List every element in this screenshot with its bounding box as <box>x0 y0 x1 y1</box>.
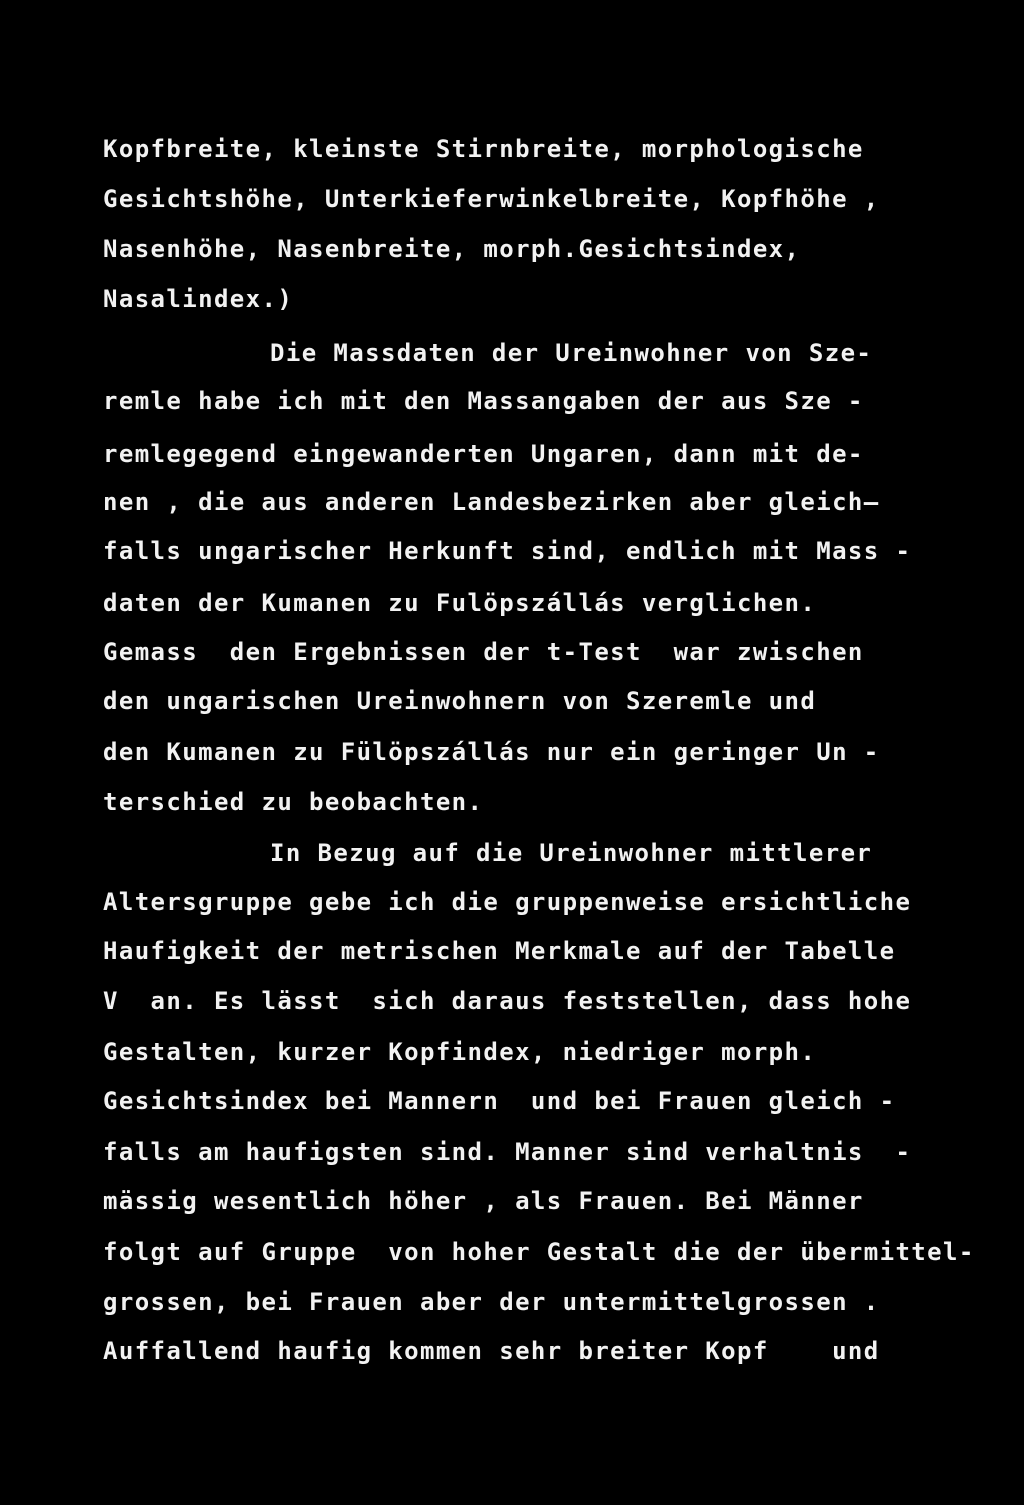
text-line-11: Gemass den Ergebnissen der t-Test war zwischen <box>103 638 864 666</box>
text-line-19: Gestalten, kurzer Kopfindex, niedriger morph. <box>103 1038 817 1066</box>
text-line-23: folgt auf Gruppe von hoher Gestalt die der übermittel- <box>103 1238 975 1266</box>
text-line-9: falls ungarischer Herkunft sind, endlich mit Mass - <box>103 537 912 565</box>
text-line-16: Altersgruppe gebe ich die gruppenweise ersichtliche <box>103 888 912 916</box>
text-line-6: remle habe ich mit den Massangaben der aus Sze - <box>103 387 864 415</box>
text-line-13: den Kumanen zu Fülöpszállás nur ein geringer Un - <box>103 738 880 766</box>
text-line-4: Nasalindex.) <box>103 285 294 313</box>
text-line-14: terschied zu beobachten. <box>103 788 484 816</box>
text-line-1: Kopfbreite, kleinste Stirnbreite, morphologische <box>103 135 864 163</box>
text-line-15: In Bezug auf die Ureinwohner mittlerer <box>270 839 873 867</box>
text-line-12: den ungarischen Ureinwohnern von Szeremle und <box>103 687 817 715</box>
text-line-10: daten der Kumanen zu Fulöpszállás verglichen. <box>103 589 817 617</box>
text-line-21: falls am haufigsten sind. Manner sind verhaltnis - <box>103 1138 912 1166</box>
text-line-20: Gesichtsindex bei Mannern und bei Frauen gleich - <box>103 1087 896 1115</box>
text-line-17: Haufigkeit der metrischen Merkmale auf der Tabelle <box>103 937 896 965</box>
text-line-22: mässig wesentlich höher , als Frauen. Bei Männer <box>103 1187 864 1215</box>
text-line-18: V an. Es lässt sich daraus feststellen, dass hohe <box>103 987 912 1015</box>
text-line-5: Die Massdaten der Ureinwohner von Sze- <box>270 339 873 367</box>
text-line-7: remlegegend eingewanderten Ungaren, dann mit de- <box>103 440 864 468</box>
text-line-2: Gesichtshöhe, Unterkieferwinkelbreite, Kopfhöhe , <box>103 185 880 213</box>
text-line-3: Nasenhöhe, Nasenbreite, morph.Gesichtsindex, <box>103 235 801 263</box>
text-line-8: nen , die aus anderen Landesbezirken aber gleich— <box>103 488 880 516</box>
text-line-25: Auffallend haufig kommen sehr breiter Kopf und <box>103 1337 880 1365</box>
text-line-24: grossen, bei Frauen aber der untermittelgrossen . <box>103 1288 880 1316</box>
